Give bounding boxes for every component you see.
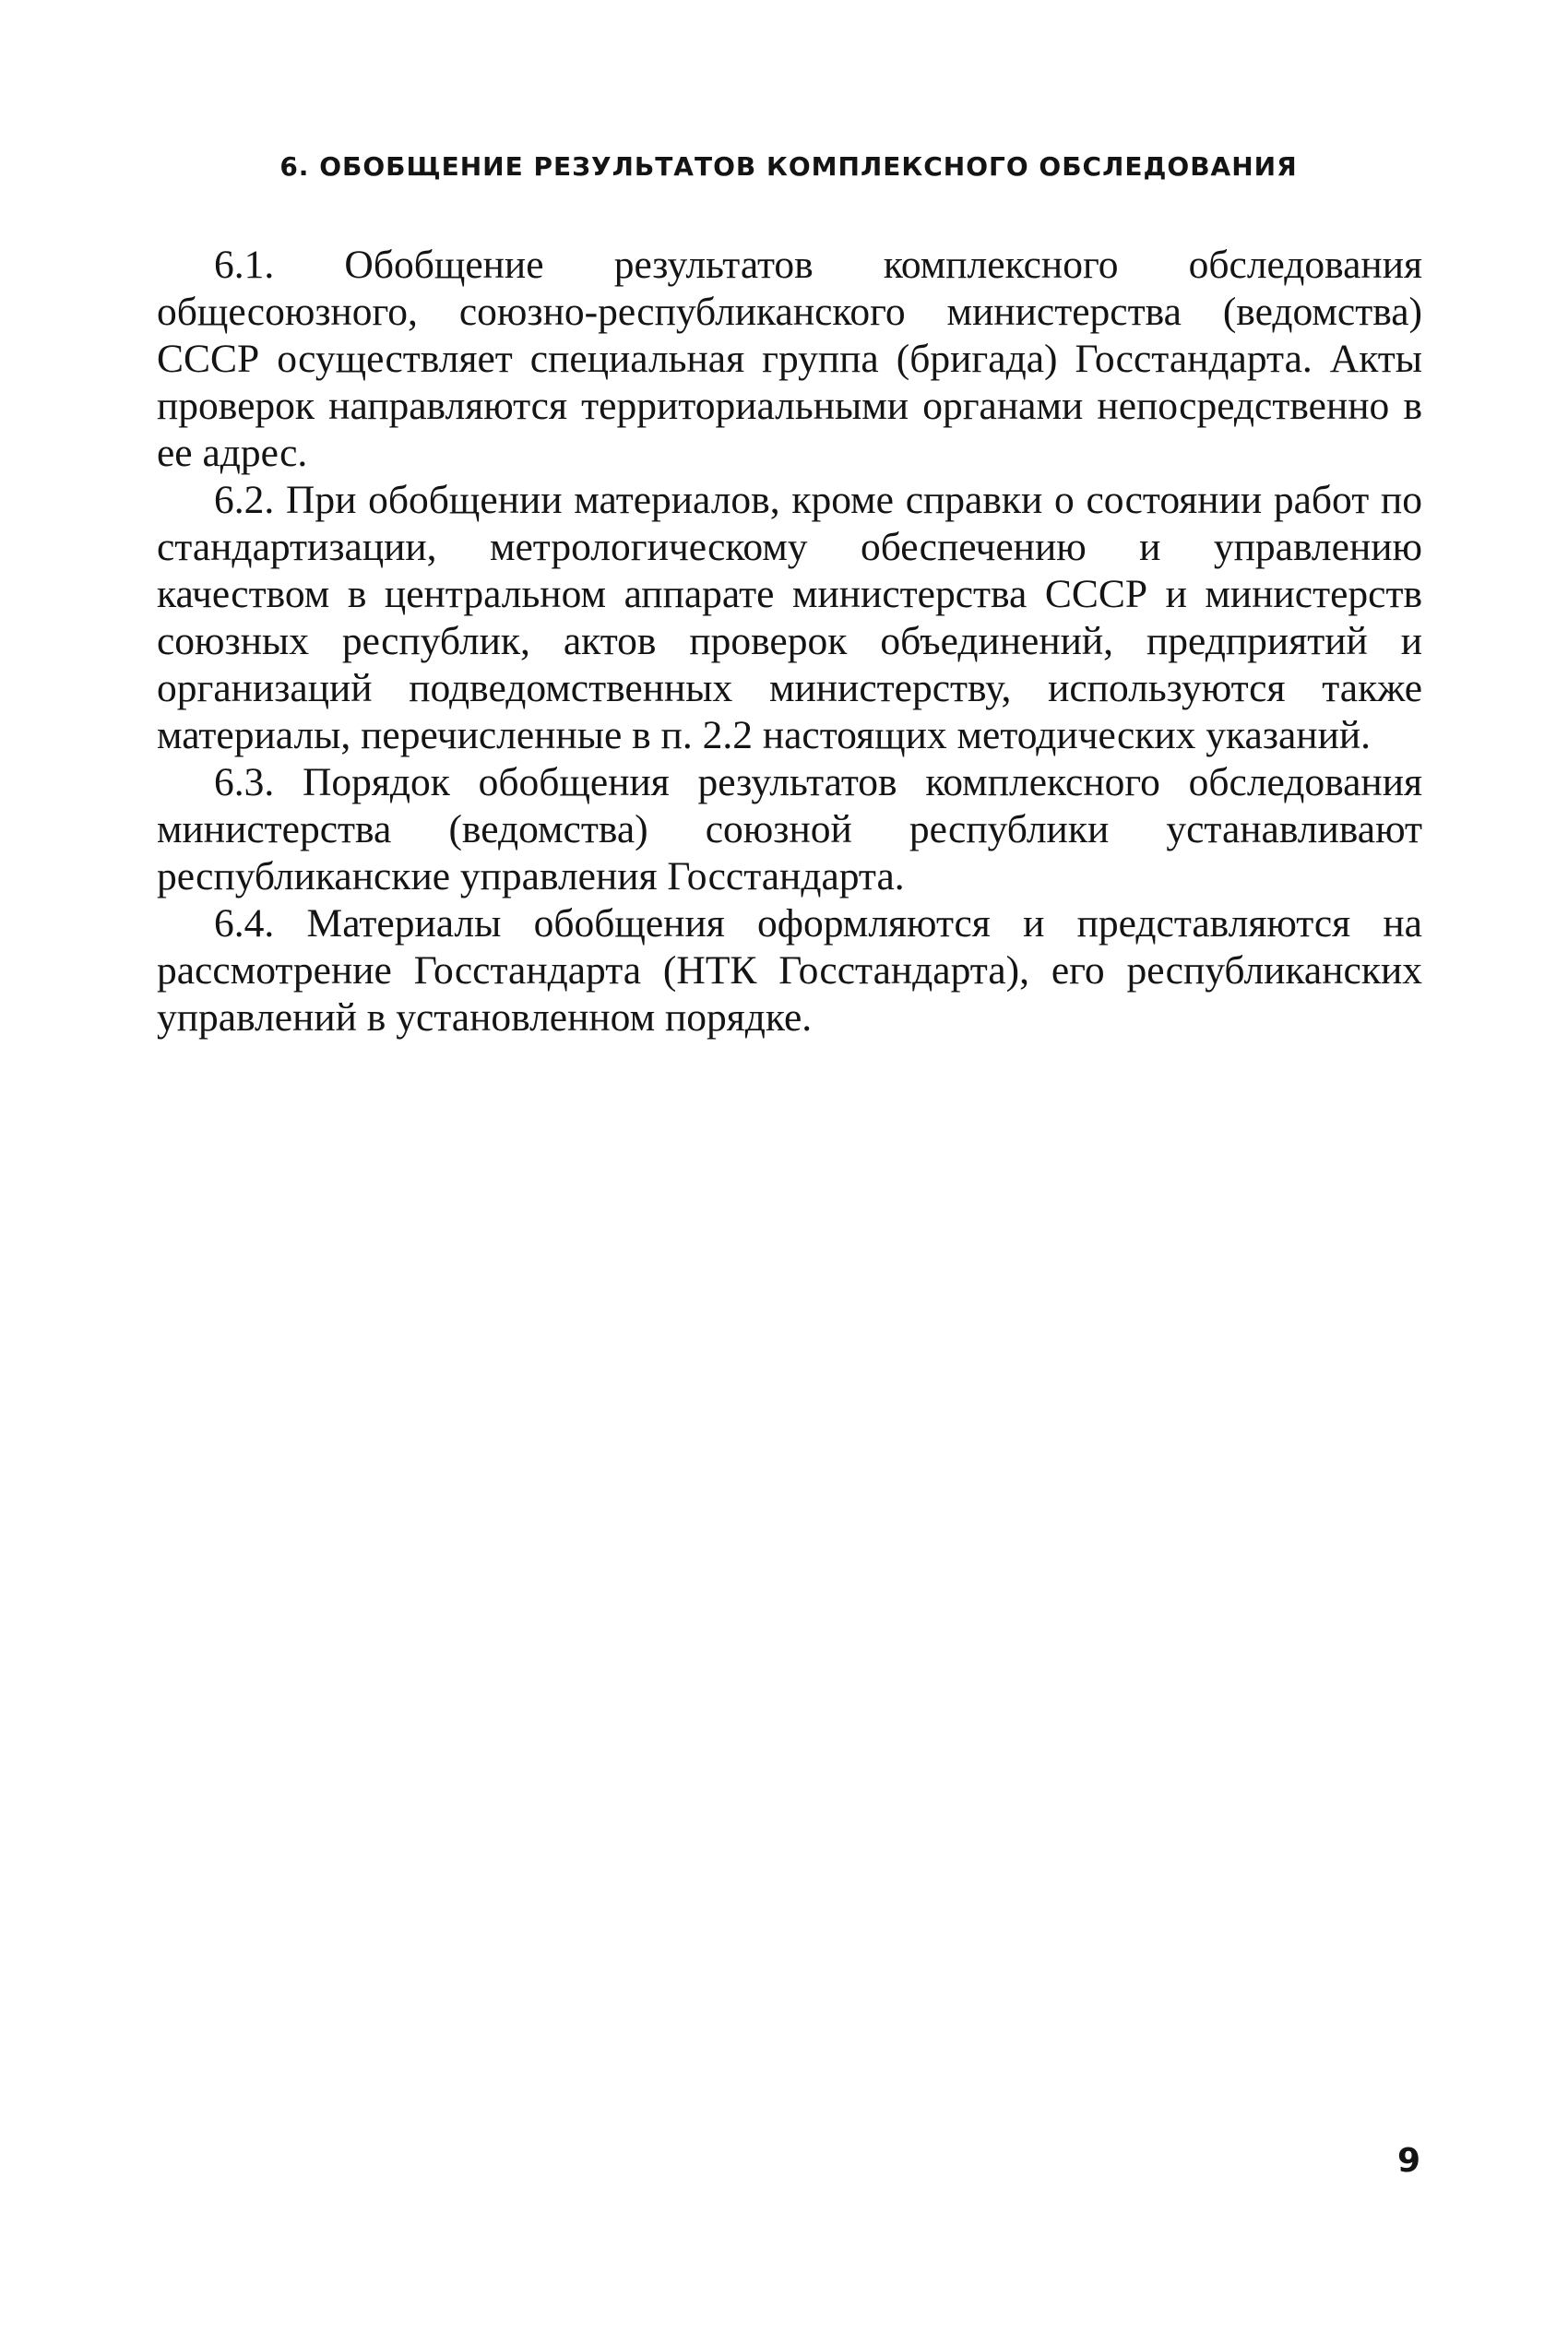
paragraph-6-1: 6.1. Обобщение результатов комплексного обследования общесоюзного, союзно-республиканского министерства (ведомства) СССР осуществляет специальная группа (бригада) Госстандарта. Акты проверок направляются территориальными органами непосредственно в ее адрес. <box>157 243 1422 475</box>
paragraph-6-3: 6.3. Порядок обобщения результатов комплексного обследования министерства (ведомства) союзной республики устанавливают республиканские управления Госстандарта. <box>157 760 1422 898</box>
section-heading: 6. ОБОБЩЕНИЕ РЕЗУЛЬТАТОВ КОМПЛЕКСНОГО ОБСЛЕДОВАНИЯ <box>279 151 1298 182</box>
section-body <box>157 242 1422 1041</box>
paragraph-6-2: 6.2. При обобщении материалов, кроме справки о состоянии работ по стандартизации, метрологическому обеспечению и управлению качеством в центральном аппарате министерства СССР и министерств союзных республик, актов проверок объединений, предприятий и организаций подведомственных министерству, используются также материалы, перечисленные в п. 2.2 настоящих методических указаний. <box>157 478 1422 757</box>
paragraph-6-4: 6.4. Материалы обобщения оформляются и представляются на рассмотрение Госстандарта (НТК Госстандарта), его республиканских управлений в установленном порядке. <box>157 901 1422 1040</box>
page-number: 9 <box>1396 2142 1420 2180</box>
